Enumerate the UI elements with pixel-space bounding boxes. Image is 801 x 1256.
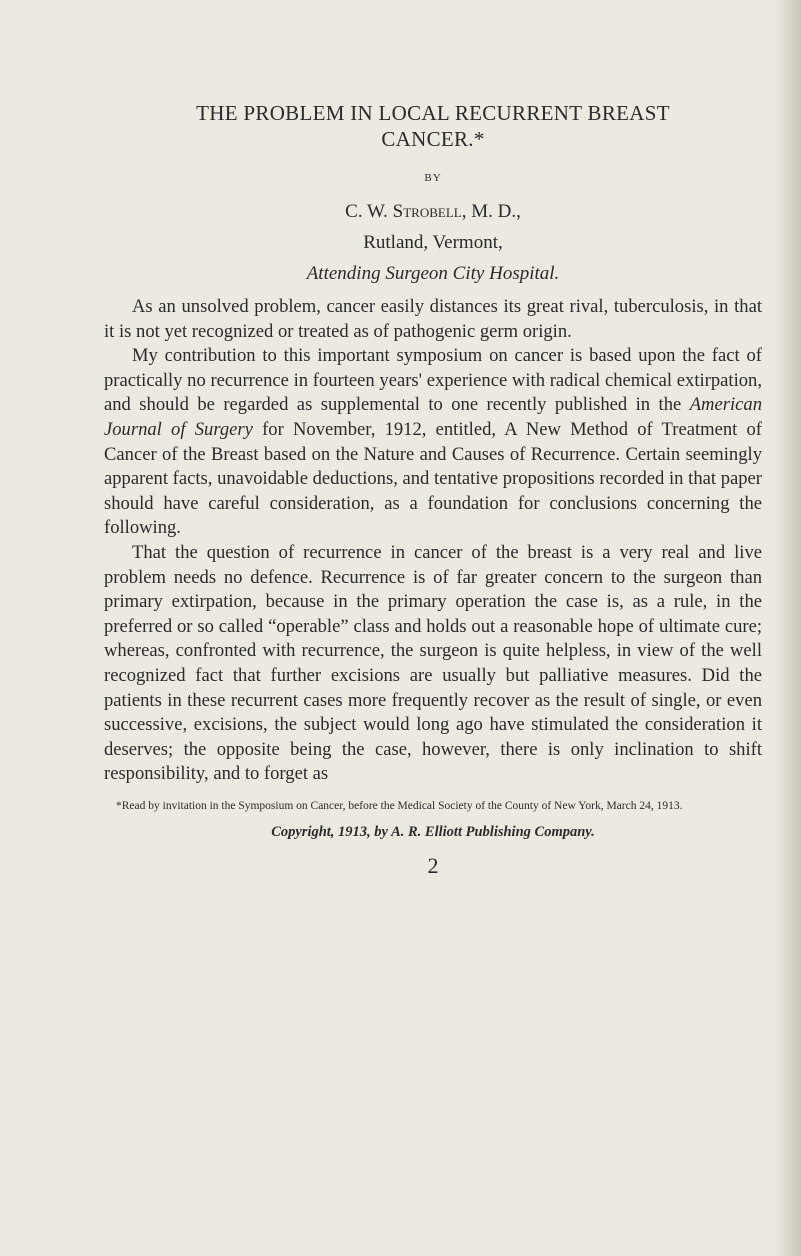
author-name: C. W. Strobell, M. D., (345, 201, 521, 222)
paragraph-3: That the question of recurrence in cancer of the breast is a very real and live problem needs no defence. Recurrence is of far greater concern to the surgeon than primary extirpation, because in the primary operation the case is, as a rule, in the preferred or so called “operable” class and holds out a reasonable hope of ultimate cure; whereas, confronted with recurrence, the surgeon is quite helpless, in view of the well recognized fact that further excisions are usually but palliative measures. Did the patients in these recurrent cases more frequently recover as the result of single, or even successive, excisions, the subject would long ago have stimulated the consideration it deserves; the opposite being the case, however, there is only inclination to shift responsibility, and to forget as (104, 541, 762, 785)
article-page (104, 100, 762, 879)
paragraph-2 (104, 344, 762, 541)
footnote: *Read by invitation in the Symposium on Cancer, before the Medical Society of the County of New York, March 24, 1913. (116, 799, 683, 812)
journal-name: American Journal of Surgery (104, 394, 762, 440)
page-number: 2 (427, 852, 439, 878)
author-position: Attending Surgeon City Hospital. (306, 263, 560, 284)
byline: BY (424, 172, 442, 184)
paragraph-2-part-a: My contribution to this important symposium on cancer is based upon the fact of practically no recurrence in fourteen years' experience with radical chemical extirpation, and should be regarded as supplemental to one recently published in the (104, 345, 762, 416)
paragraph-1: As an unsolved problem, cancer easily distances its great rival, tuberculosis, in that it is not yet recognized or treated as of pathogenic germ origin. (104, 296, 762, 342)
author-location: Rutland, Vermont, (363, 232, 503, 253)
paragraph-2-part-b: for November, 1912, entitled, A New Method of Treatment of Cancer of the Breast based on the Nature and Causes of Recurrence. Certain seemingly apparent facts, unavoidable deductions, and tentative propositions recorded in that paper should have careful consideration, as a foundation for conclusions concerning the following. (104, 418, 763, 539)
copyright-notice: Copyright, 1913, by A. R. Elliott Publishing Company. (271, 823, 595, 840)
page-edge-shadow (775, 0, 801, 1256)
article-title: THE PROBLEM IN LOCAL RECURRENT BREAST CANCER.* (196, 101, 670, 151)
